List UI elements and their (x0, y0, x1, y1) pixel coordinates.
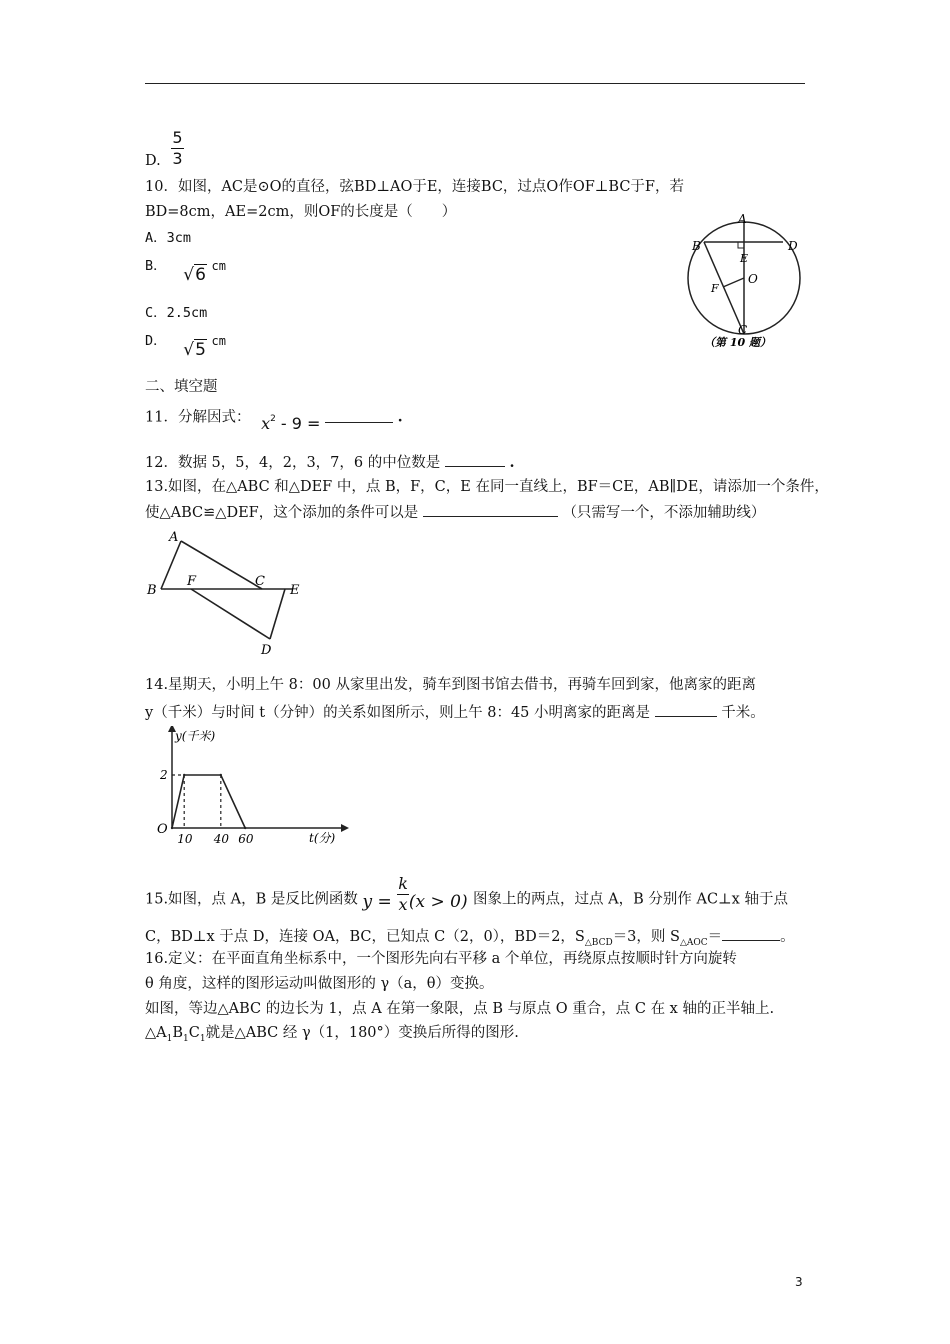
x-tick-40: 40 (213, 832, 230, 846)
fraction-5-3: $\frac{5}{3}$ (172, 128, 183, 168)
segment-of (723, 278, 744, 287)
label-f: F (711, 282, 719, 295)
label-c: C (255, 574, 265, 589)
sqrt-5: √5 (183, 340, 206, 360)
section-title: 二、填空题 (145, 379, 218, 395)
side-ab (161, 541, 181, 589)
figure-caption: （第 10 题） (704, 336, 771, 349)
label-d: D (788, 239, 798, 253)
q11: 11．分解因式： $x^2 - 9$ = . (145, 408, 403, 434)
right-angle-mark (738, 242, 744, 248)
label-e: E (290, 583, 300, 598)
q11-answer-blank[interactable] (325, 408, 393, 423)
sqrt-6: √6 (183, 265, 206, 285)
series-line (172, 775, 245, 828)
label-o: O (748, 272, 758, 286)
q15-line2: C，BD⊥x 于点 D，连接 OA，BC，已知点 C（2，0），BD＝2，$S_{\triangle BCD}=3$，则 $S_{\triangle AOC}=$ 。 (145, 926, 795, 952)
label-b: B (147, 583, 157, 598)
q10-option-b: B． √6 cm (145, 258, 226, 285)
side-de (270, 589, 285, 639)
data-point-10 (183, 774, 185, 776)
side-fd (191, 589, 270, 639)
page-number: 3 (795, 1275, 803, 1289)
q16-line4: $\triangle A_1B_1C_1$就是△ABC 经 γ（1，180°）变换后所得的图形. (145, 1025, 519, 1044)
q14-line1: 14.星期天，小明上午 8：00 从家里出发，骑车到图书馆去借书，再骑车回到家，他离家的距离 (145, 677, 756, 693)
label-b: B (692, 239, 701, 253)
q13-triangles-figure (145, 527, 315, 659)
x-axis-label: t(分) (309, 831, 336, 845)
q13-line1: 13.如图，在△ABC 和△DEF 中，点 B，F，C，E 在同一直线上，BF＝CE，AB∥DE，请添加一个条件， (145, 479, 829, 495)
q14-answer-blank[interactable] (655, 702, 717, 717)
q10-option-a: A．3cm (145, 230, 192, 246)
y-tick-2: 2 (160, 768, 168, 782)
data-point-0 (171, 827, 173, 829)
q16-line1: 16.定义：在平面直角坐标系中，一个图形先向右平移 a 个单位，再绕原点按顺时针方向旋转 (145, 951, 737, 967)
q10-line1: 10．如图，AC是⊙O的直径，弦BD⊥AO于E，连接BC，过点O作OF⊥BC于F，若 (145, 179, 684, 195)
x-tick-60: 60 (238, 832, 254, 846)
label-c: C (738, 323, 748, 337)
x-tick-10: 10 (177, 832, 193, 846)
label-d: D (261, 643, 272, 658)
q10-circle-figure (680, 212, 810, 350)
q16-line2: θ 角度，这样的图形运动叫做图形的 γ（a，θ）变换。 (145, 976, 494, 992)
q12-answer-blank[interactable] (445, 452, 505, 467)
y-axis-label: y(千米) (175, 729, 216, 743)
q10-option-d: D． √5 cm (145, 333, 226, 360)
data-point-60 (244, 827, 246, 829)
q13-answer-blank[interactable] (423, 502, 558, 517)
q11-expression: $x^2 - 9$ = (261, 414, 321, 434)
q15-answer-blank[interactable] (722, 926, 780, 941)
label-a: A (738, 212, 747, 226)
data-point-40 (220, 774, 222, 776)
segment-bc (704, 242, 744, 334)
label-a: A (169, 530, 179, 545)
q15-line1: 15.如图，点 A，B 是反比例函数 y = $\frac{k}{x}$ (x > 0) 图象上的两点，过点 A，B 分别作 AC⊥x 轴于点 (145, 874, 788, 914)
q14-line2: y（千米）与时间 t（分钟）的关系如图所示，则上午 8：45 小明离家的距离是 千米。 (145, 702, 765, 722)
q12: 12．数据 5，5，4，2，3，7，6 的中位数是 . (145, 454, 515, 471)
origin-label: O (157, 822, 168, 837)
q10-line2: BD=8cm，AE=2cm，则OF的长度是（ ） (145, 204, 457, 220)
q16-line3: 如图，等边△ABC 的边长为 1，点 A 在第一象限，点 B 与原点 O 重合，点 C 在 x 轴的正半轴上. (145, 1001, 775, 1017)
x-axis-arrow (341, 824, 349, 832)
label-e: E (740, 252, 749, 265)
header-rule (145, 83, 805, 84)
q10-option-c: C．2.5cm (145, 305, 208, 321)
label-f: F (187, 574, 197, 589)
q14-distance-time-chart (145, 726, 355, 850)
q13-line2: 使△ABC≌△DEF，这个添加的条件可以是 （只需写一个，不添加辅助线） (145, 502, 765, 522)
q15-function: y = $\frac{k}{x}$ (x > 0) (362, 874, 468, 914)
q9-option-d: D. $\frac{5}{3}$ (145, 128, 183, 169)
